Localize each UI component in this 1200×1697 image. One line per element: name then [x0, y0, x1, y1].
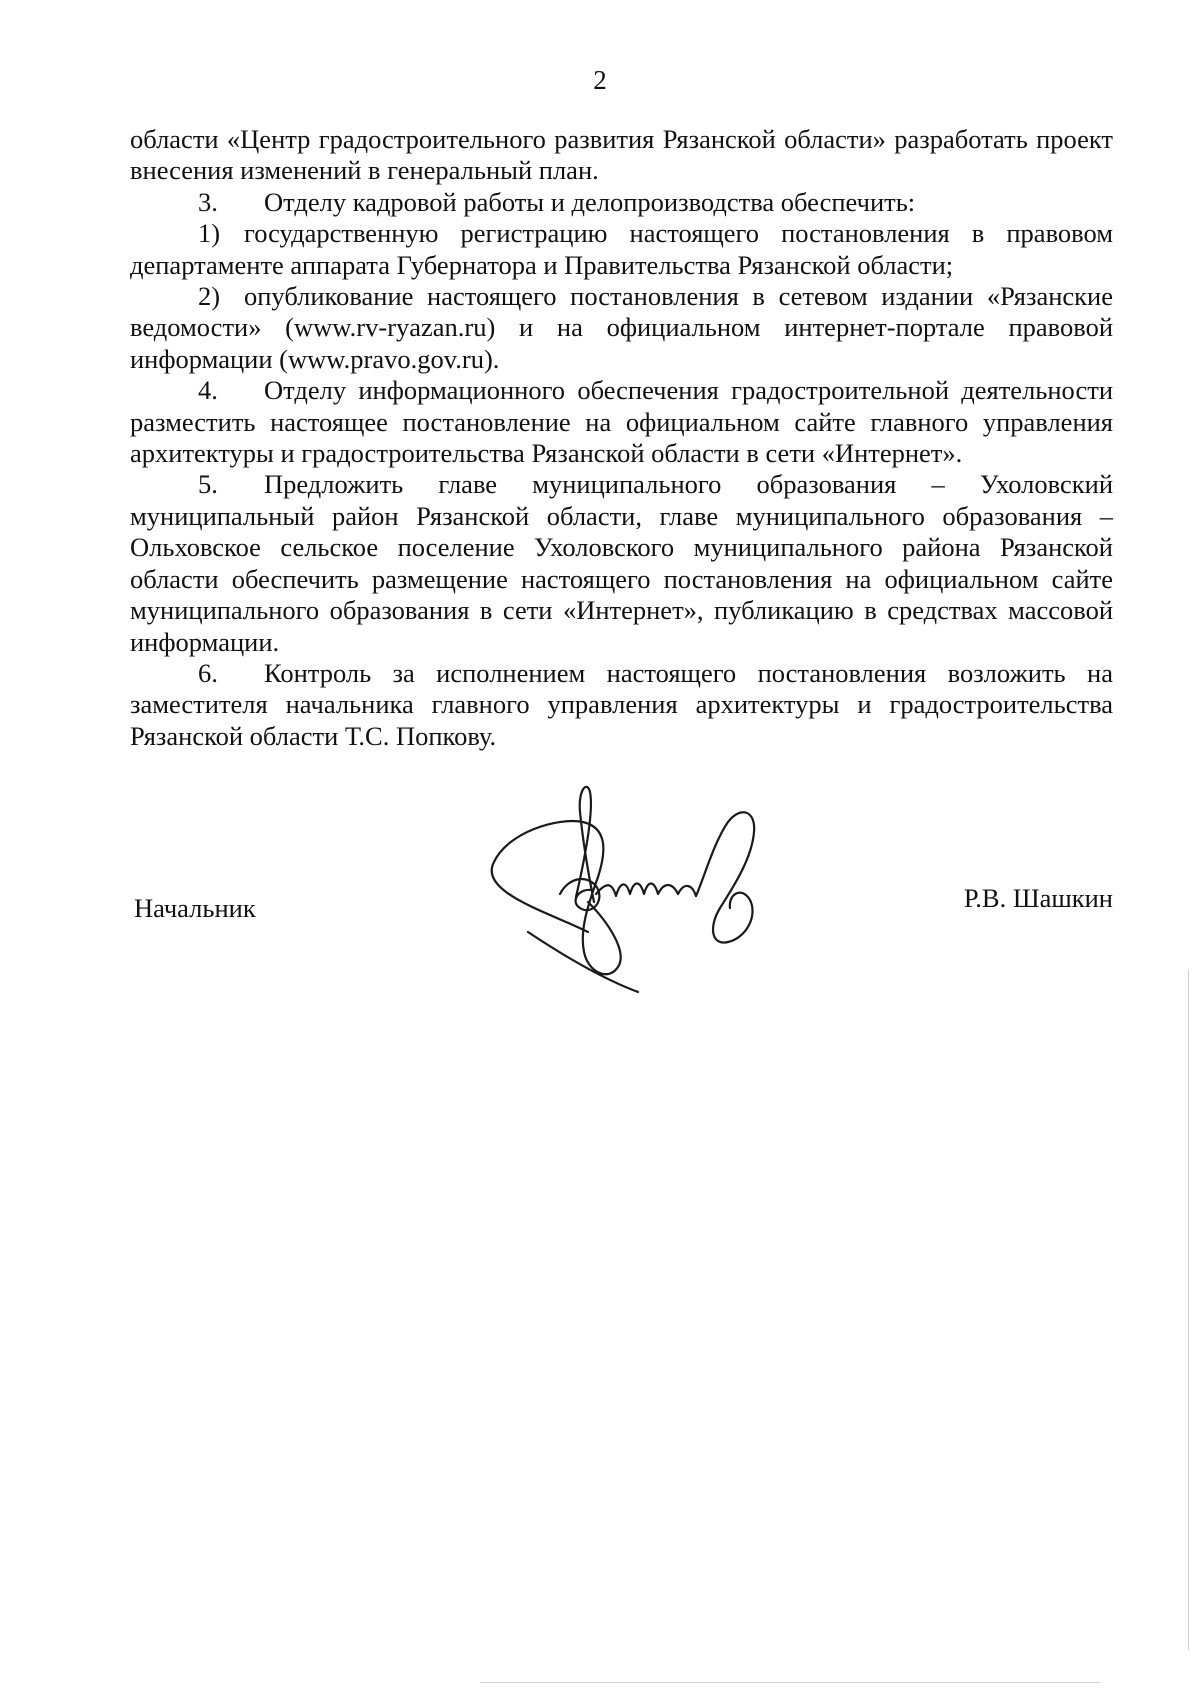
scan-edge-right: [1188, 970, 1189, 1650]
item-text: Отделу информационного обеспечения градостроительной деятельности разместить настоящее постановление на официальном сайте главного управления архитектуры и градостроительства Рязанской области в сети «Интернет».: [130, 375, 1113, 469]
page-number: 2: [593, 65, 607, 95]
item-number: 5.: [198, 469, 218, 500]
item-text: Отделу кадровой работы и делопроизводства обеспечить:: [264, 186, 916, 217]
item-text: Контроль за исполнением настоящего постановления возложить на заместителя начальника главного управления архитектуры и градостроительства Рязанской области Т.С. Попкову.: [130, 657, 1113, 751]
document-body: [130, 124, 1113, 752]
item-number: 2): [198, 281, 221, 312]
handwritten-signature-icon: [488, 782, 828, 1002]
paragraph-intro: области «Центр градостроительного развития Рязанской области» разработать проект внесения изменений в генеральный план.: [130, 124, 1113, 186]
item-number: 4.: [198, 375, 218, 406]
item-text: Предложить главе муниципального образования – Ухоловский муниципальный район Рязанской области, главе муниципального образования – Ольховское сельское поселение Ухоловского муниципального района Рязанской области обеспечить размещение настоящего постановления на официальном сайте муниципального образования в сети «Интернет», публикацию в средствах массовой информации.: [130, 469, 1113, 657]
paragraph-item-3-1: [130, 218, 1113, 281]
item-number: 3.: [198, 186, 218, 217]
paragraph-item-6: [130, 658, 1113, 752]
paragraph-item-3-2: [130, 281, 1113, 375]
item-text: опубликование настоящего постановления в сетевом издании «Рязанские ведомости» (www.rv-ryazan.ru) и на официальном интернет-портале правовой информации (www.pravo.gov.ru).: [130, 281, 1113, 374]
item-number: 1): [198, 218, 221, 249]
signer-title: Начальник: [134, 893, 256, 923]
paragraph-item-5: [130, 469, 1113, 657]
signer-name: Р.В. Шашкин: [963, 883, 1113, 913]
item-text: государственную регистрацию настоящего постановления в правовом департаменте аппарата Губернатора и Правительства Рязанской области;: [130, 218, 1113, 280]
paragraph-item-4: [130, 375, 1113, 469]
item-number: 6.: [198, 657, 218, 688]
paragraph-item-3: [130, 187, 1113, 218]
scan-edge-bottom: [480, 1682, 1100, 1683]
